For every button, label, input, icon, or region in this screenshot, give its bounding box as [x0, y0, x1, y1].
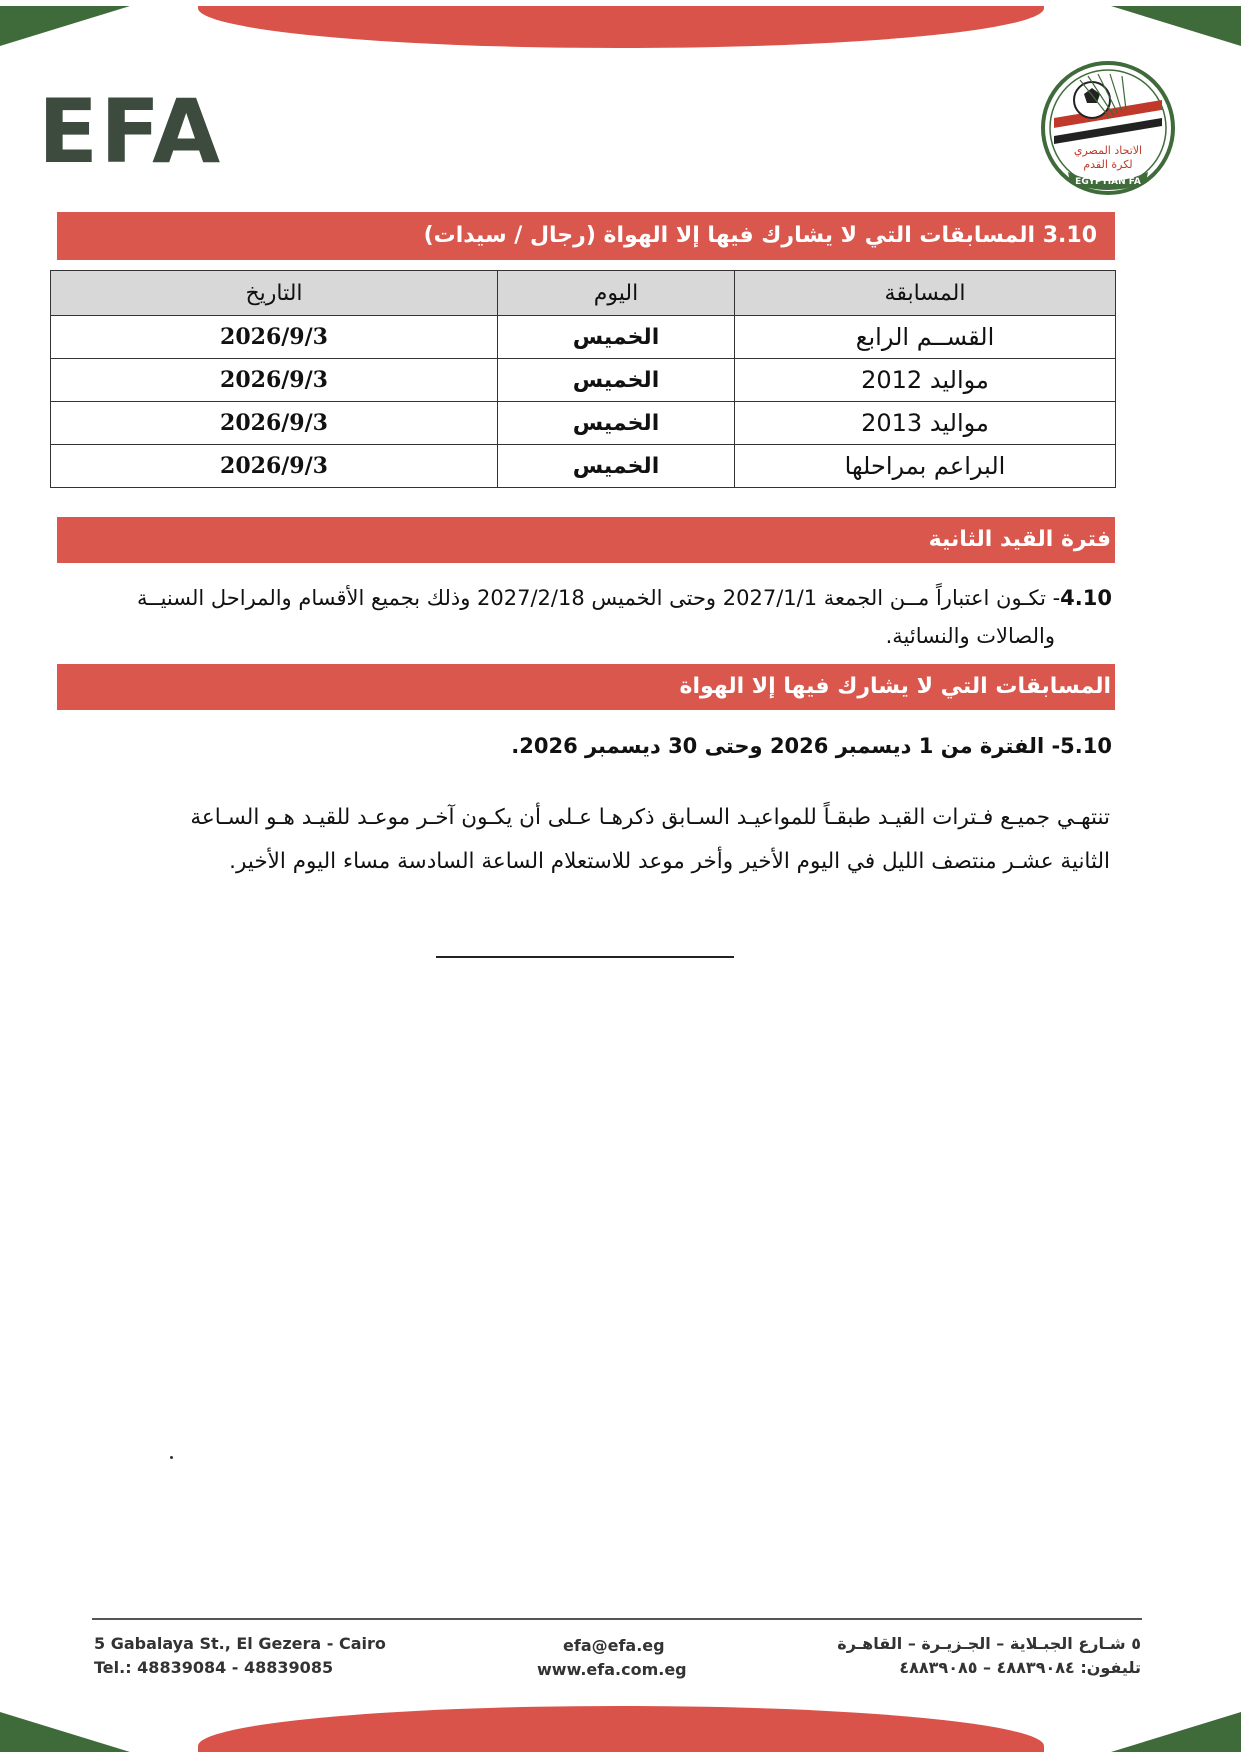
- table-row: [51, 316, 1116, 359]
- competition-cell: البراعم بمراحلها: [735, 445, 1116, 488]
- separator-line: [436, 956, 734, 958]
- top-right-green-corner: [1111, 6, 1241, 46]
- table-header-row: [51, 271, 1116, 316]
- footer-tel-ar: تليفون: ٤٨٨٣٩٠٨٤ – ٤٨٨٣٩٠٨٥: [899, 1658, 1141, 1677]
- bottom-red-band: [198, 1706, 1044, 1752]
- stray-dot: [170, 1456, 173, 1459]
- column-header-competition: المسابقة: [735, 271, 1116, 316]
- table-row: [51, 445, 1116, 488]
- table-row: [51, 402, 1116, 445]
- table-row: [51, 359, 1116, 402]
- date-cell: 2026/9/3: [51, 402, 498, 445]
- footer-address-en: 5 Gabalaya St., El Gezera - Cairo: [94, 1634, 386, 1653]
- egyptian-fa-crest-icon: [1040, 60, 1176, 196]
- competition-cell: مواليد 2012: [735, 359, 1116, 402]
- footer-tel-en: Tel.: 48839084 - 48839085: [94, 1658, 334, 1677]
- day-cell: الخميس: [498, 445, 735, 488]
- item-5-10-number: 5.10: [1060, 734, 1112, 758]
- date-cell: 2026/9/3: [51, 316, 498, 359]
- item-4-10-line1: [137, 580, 1112, 616]
- second-period-title: فترة القيد الثانية: [928, 527, 1111, 552]
- svg-text:EGYPTIAN FA: EGYPTIAN FA: [1075, 177, 1141, 187]
- footer-rule: [92, 1618, 1142, 1620]
- competition-cell: القســم الرابع: [735, 316, 1116, 359]
- column-header-date: التاريخ: [51, 271, 498, 316]
- item-5-10: [511, 728, 1112, 764]
- competition-cell: مواليد 2013: [735, 402, 1116, 445]
- second-period-header: [57, 517, 1115, 563]
- date-cell: 2026/9/3: [51, 445, 498, 488]
- top-left-green-corner: [0, 6, 130, 46]
- amateur-section-title: المسابقات التي لا يشارك فيها إلا الهواة: [679, 674, 1111, 699]
- competition-schedule-table: [50, 270, 1116, 488]
- day-cell: الخميس: [498, 359, 735, 402]
- date-cell: 2026/9/3: [51, 359, 498, 402]
- day-cell: الخميس: [498, 316, 735, 359]
- item-4-10-number: 4.10: [1060, 586, 1112, 610]
- svg-text:الاتحاد المصري: الاتحاد المصري: [1073, 144, 1143, 157]
- bottom-right-green-corner: [1111, 1712, 1241, 1752]
- item-4-10-text: - تكـون اعتباراً مــن الجمعة 2027/1/1 وحتى الخميس 2027/2/18 وذلك بجميع الأقسام والمراحل السنيــة: [137, 586, 1061, 610]
- footer-website: www.efa.com.eg: [537, 1660, 687, 1679]
- column-header-day: اليوم: [498, 271, 735, 316]
- section-3-10-header: [57, 212, 1115, 260]
- closing-line1: تنتهـي جميـع فـترات القيـد طبقـاً للمواعيـد السـابق ذكرهـا عـلى أن يكـون آخـر موعـد للقيـد هـو السـاعة: [190, 805, 1110, 830]
- closing-line2: الثانية عشـر منتصف الليل في اليوم الأخير وأخر موعد للاستعلام الساعة السادسة مساء اليوم الأخير.: [229, 849, 1110, 874]
- item-4-10-line2: والصالات والنسائية.: [885, 624, 1055, 648]
- amateur-section-header: [57, 664, 1115, 710]
- bottom-left-green-corner: [0, 1712, 130, 1752]
- item-5-10-text: - الفترة من 1 ديسمبر 2026 وحتى 30 ديسمبر 2026.: [511, 734, 1061, 758]
- section-3-10-title: 3.10 المسابقات التي لا يشارك فيها إلا الهواة (رجال / سيدات): [423, 223, 1097, 248]
- day-cell: الخميس: [498, 402, 735, 445]
- top-red-band: [198, 6, 1044, 48]
- svg-text:لكرة القدم: لكرة القدم: [1083, 158, 1133, 171]
- efa-logo: EFA: [38, 80, 223, 183]
- footer-email: efa@efa.eg: [563, 1636, 665, 1655]
- footer-address-ar: ٥ شـارع الجبـلاية – الجـزيـرة – القاهـرة: [837, 1634, 1141, 1653]
